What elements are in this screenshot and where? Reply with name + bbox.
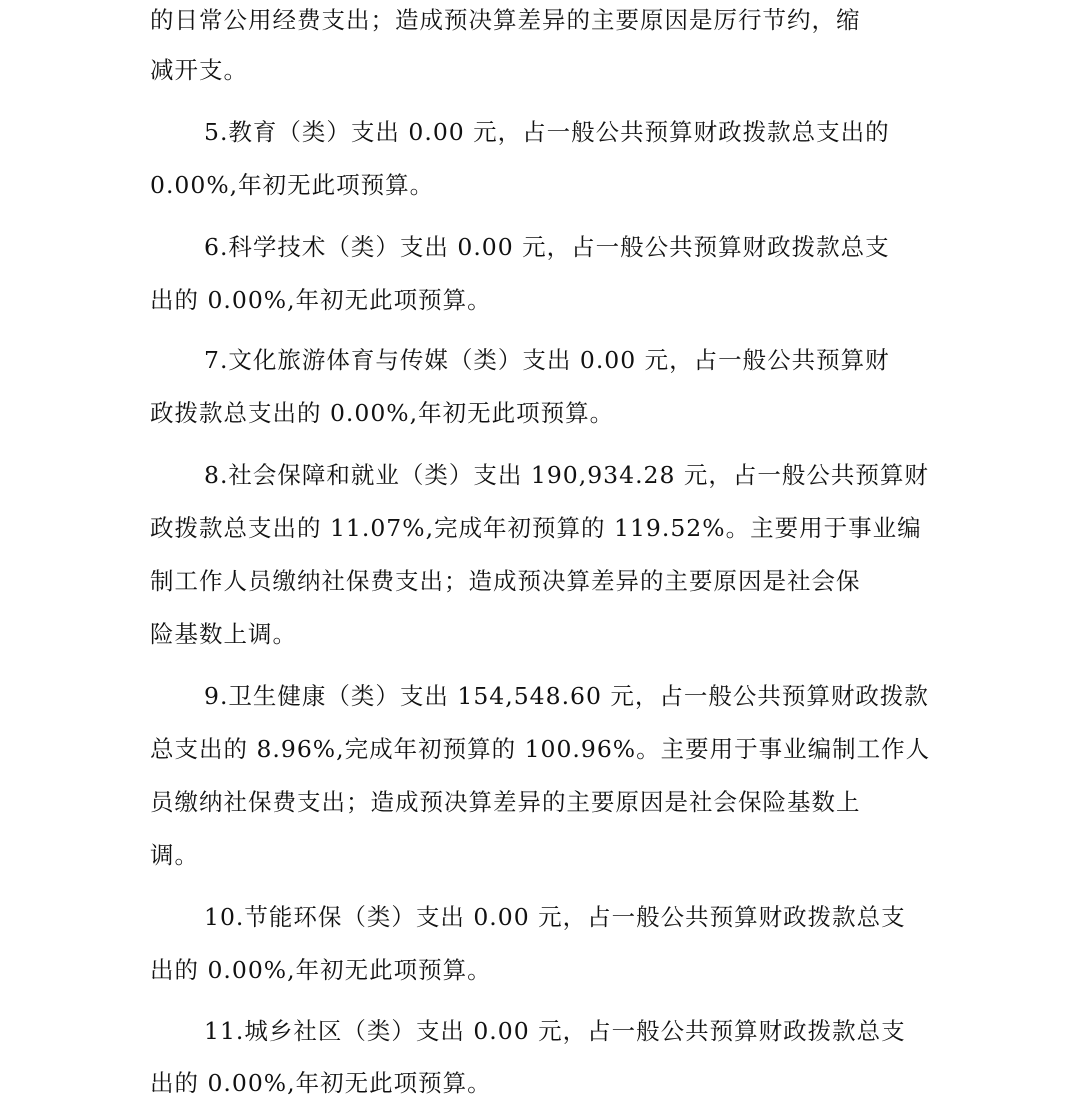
paragraph-line: 出的 0.00%,年初无此项预算。: [150, 286, 492, 314]
paragraph-line: 员缴纳社保费支出；造成预决算差异的主要原因是社会保险基数上: [150, 788, 861, 816]
paragraph-line: 调。: [150, 841, 199, 869]
paragraph-line: 11.城乡社区（类）支出 0.00 元，占一般公共预算财政拨款总支: [204, 1017, 906, 1045]
paragraph-line: 政拨款总支出的 0.00%,年初无此项预算。: [150, 399, 615, 427]
paragraph-line: 9.卫生健康（类）支出 154,548.60 元，占一般公共预算财政拨款: [204, 682, 929, 710]
paragraph-line: 总支出的 8.96%,完成年初预算的 100.96%。主要用于事业编制工作人: [150, 735, 931, 763]
paragraph-line: 的日常公用经费支出；造成预决算差异的主要原因是厉行节约，缩: [150, 6, 861, 34]
paragraph-line: 减开支。: [150, 56, 248, 84]
paragraph-line: 8.社会保障和就业（类）支出 190,934.28 元，占一般公共预算财: [204, 461, 929, 489]
paragraph-line: 制工作人员缴纳社保费支出；造成预决算差异的主要原因是社会保: [150, 567, 861, 595]
paragraph-line: 5.教育（类）支出 0.00 元，占一般公共预算财政拨款总支出的: [204, 118, 890, 146]
paragraph-line: 10.节能环保（类）支出 0.00 元，占一般公共预算财政拨款总支: [204, 903, 906, 931]
paragraph-line: 政拨款总支出的 11.07%,完成年初预算的 119.52%。主要用于事业编: [150, 514, 922, 542]
paragraph-line: 6.科学技术（类）支出 0.00 元，占一般公共预算财政拨款总支: [204, 233, 890, 261]
paragraph-line: 险基数上调。: [150, 620, 297, 648]
paragraph-line: 出的 0.00%,年初无此项预算。: [150, 1069, 492, 1097]
paragraph-line: 出的 0.00%,年初无此项预算。: [150, 956, 492, 984]
paragraph-line: 7.文化旅游体育与传媒（类）支出 0.00 元，占一般公共预算财: [204, 346, 890, 374]
paragraph-line: 0.00%,年初无此项预算。: [150, 171, 435, 199]
